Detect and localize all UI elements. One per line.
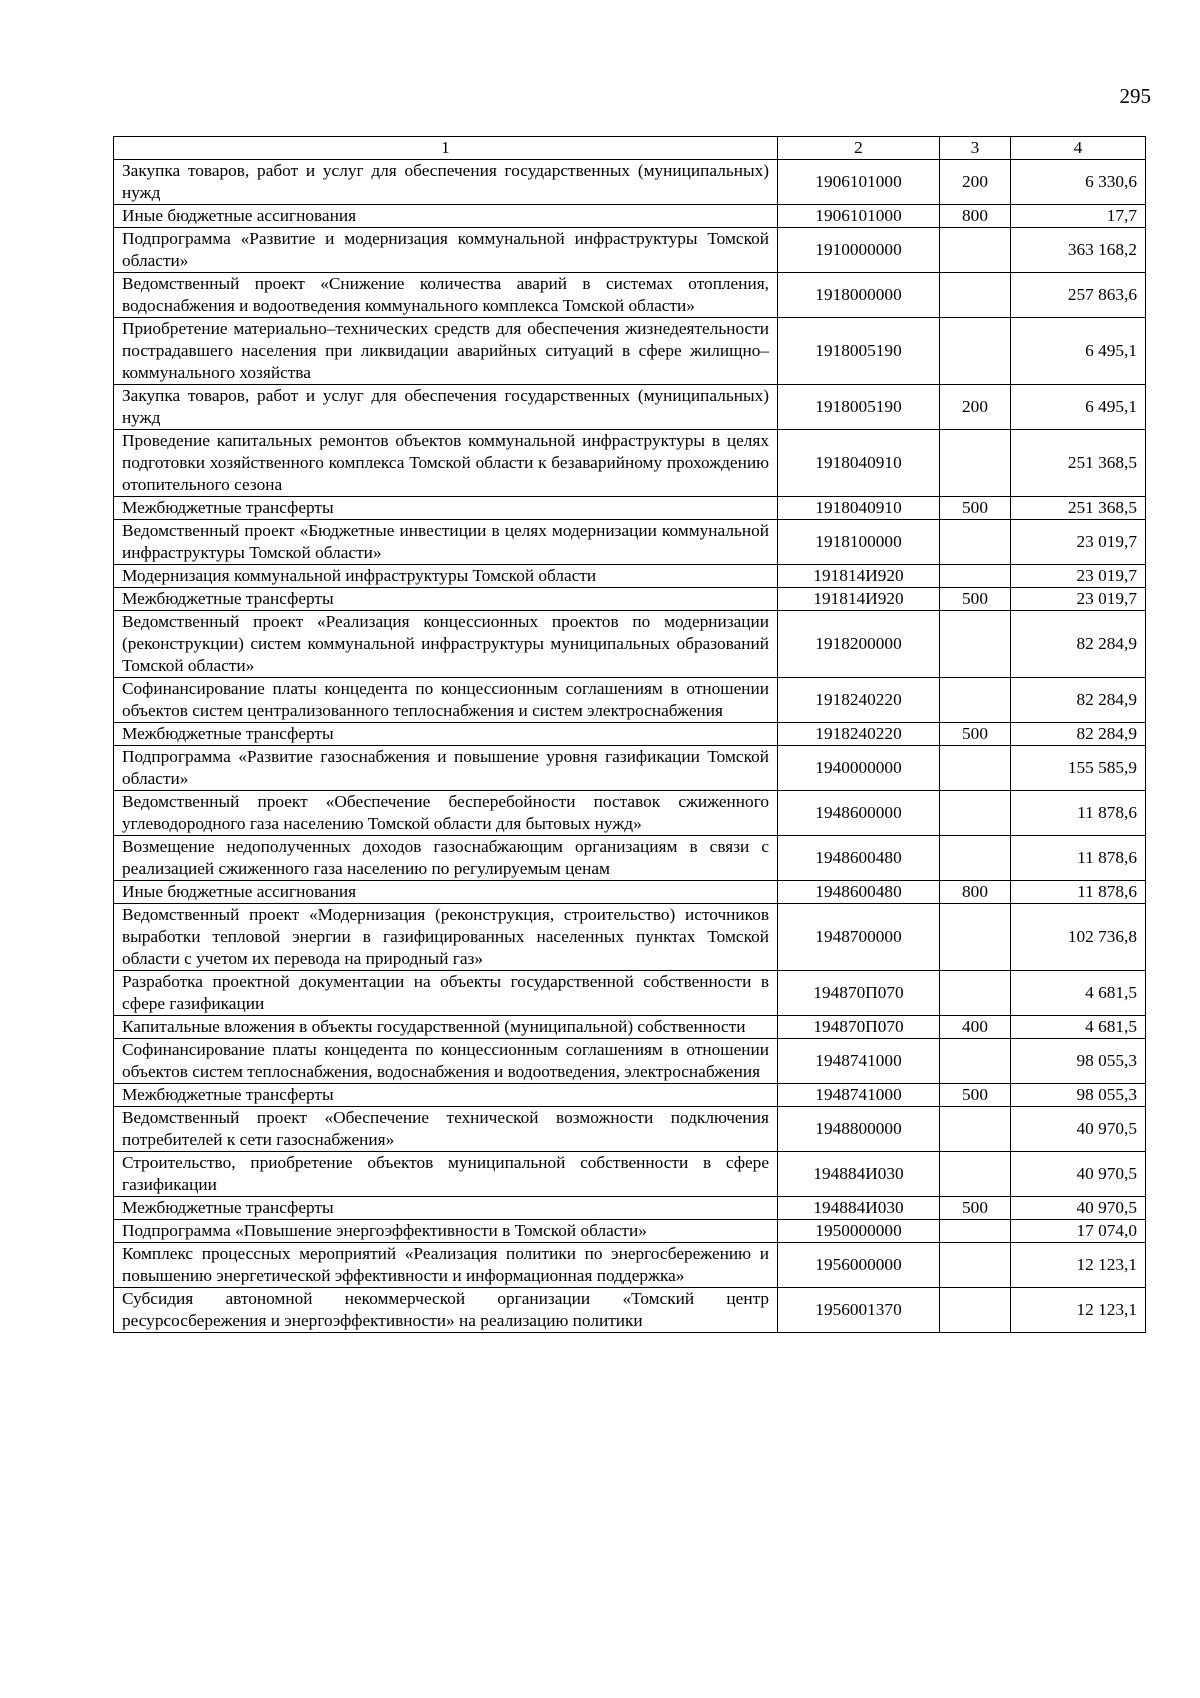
- row-target-code: 1948700000: [778, 904, 940, 971]
- row-description: Межбюджетные трансферты: [114, 497, 778, 520]
- row-target-code: 1940000000: [778, 746, 940, 791]
- row-description: Строительство, приобретение объектов муниципальной собственности в сфере газификации: [114, 1152, 778, 1197]
- row-expense-type: [940, 1220, 1011, 1243]
- row-expense-type: [940, 1152, 1011, 1197]
- row-target-code: 1918040910: [778, 430, 940, 497]
- column-header-1: 1: [114, 137, 778, 160]
- row-amount: 6 330,6: [1011, 160, 1146, 205]
- table-row: [114, 1084, 1146, 1107]
- table-row: [114, 1107, 1146, 1152]
- row-description: Комплекс процессных мероприятий «Реализация политики по энергосбережению и повышению энергетической эффективности и информационная поддержка»: [114, 1243, 778, 1288]
- row-amount: 363 168,2: [1011, 228, 1146, 273]
- row-expense-type: [940, 318, 1011, 385]
- row-amount: 82 284,9: [1011, 678, 1146, 723]
- row-description: Капитальные вложения в объекты государственной (муниципальной) собственности: [114, 1016, 778, 1039]
- budget-table: [113, 136, 1146, 1333]
- table-row: [114, 385, 1146, 430]
- row-expense-type: 800: [940, 205, 1011, 228]
- table-row: [114, 1220, 1146, 1243]
- row-description: Подпрограмма «Развитие и модернизация коммунальной инфраструктуры Томской области»: [114, 228, 778, 273]
- row-target-code: 194884И030: [778, 1152, 940, 1197]
- row-description: Иные бюджетные ассигнования: [114, 205, 778, 228]
- row-target-code: 1948600480: [778, 836, 940, 881]
- row-amount: 257 863,6: [1011, 273, 1146, 318]
- row-target-code: 194870П070: [778, 1016, 940, 1039]
- row-expense-type: [940, 228, 1011, 273]
- row-expense-type: [940, 611, 1011, 678]
- row-target-code: 1918005190: [778, 385, 940, 430]
- row-amount: 6 495,1: [1011, 385, 1146, 430]
- table-row: [114, 1016, 1146, 1039]
- row-amount: 40 970,5: [1011, 1197, 1146, 1220]
- row-target-code: 191814И920: [778, 565, 940, 588]
- row-target-code: 1918200000: [778, 611, 940, 678]
- row-description: Межбюджетные трансферты: [114, 588, 778, 611]
- row-target-code: 191814И920: [778, 588, 940, 611]
- row-description: Межбюджетные трансферты: [114, 1084, 778, 1107]
- row-amount: 98 055,3: [1011, 1039, 1146, 1084]
- table-row: [114, 971, 1146, 1016]
- row-target-code: 1956000000: [778, 1243, 940, 1288]
- table-row: [114, 228, 1146, 273]
- row-amount: 155 585,9: [1011, 746, 1146, 791]
- table-body: [114, 160, 1146, 1333]
- table-row: [114, 904, 1146, 971]
- row-expense-type: 500: [940, 723, 1011, 746]
- row-amount: 23 019,7: [1011, 565, 1146, 588]
- row-target-code: 194884И030: [778, 1197, 940, 1220]
- row-expense-type: [940, 565, 1011, 588]
- row-target-code: 1906101000: [778, 205, 940, 228]
- table-row: [114, 588, 1146, 611]
- table-row: [114, 318, 1146, 385]
- table-row: [114, 497, 1146, 520]
- row-expense-type: [940, 520, 1011, 565]
- row-amount: 11 878,6: [1011, 836, 1146, 881]
- table-row: [114, 1152, 1146, 1197]
- row-description: Ведомственный проект «Модернизация (реконструкция, строительство) источников выработки тепловой энергии в газифицированных населенных пунктах Томской области с учетом их перевода на природный газ»: [114, 904, 778, 971]
- row-amount: 82 284,9: [1011, 611, 1146, 678]
- table-row: [114, 1197, 1146, 1220]
- row-description: Подпрограмма «Развитие газоснабжения и повышение уровня газификации Томской области»: [114, 746, 778, 791]
- row-expense-type: 500: [940, 588, 1011, 611]
- row-target-code: 1918005190: [778, 318, 940, 385]
- row-amount: 11 878,6: [1011, 791, 1146, 836]
- row-amount: 251 368,5: [1011, 430, 1146, 497]
- row-description: Субсидия автономной некоммерческой организации «Томский центр ресурсосбережения и энергоэффективности» на реализацию политики: [114, 1288, 778, 1333]
- row-target-code: 1918240220: [778, 678, 940, 723]
- row-amount: 4 681,5: [1011, 971, 1146, 1016]
- column-header-2: 2: [778, 137, 940, 160]
- row-description: Софинансирование платы концедента по концессионным соглашениям в отношении объектов систем централизованного теплоснабжения и систем электроснабжения: [114, 678, 778, 723]
- row-amount: 12 123,1: [1011, 1243, 1146, 1288]
- table-row: [114, 1243, 1146, 1288]
- row-amount: 98 055,3: [1011, 1084, 1146, 1107]
- row-description: Возмещение недополученных доходов газоснабжающим организациям в связи с реализацией сжиженного газа населению по регулируемым ценам: [114, 836, 778, 881]
- row-expense-type: 500: [940, 1197, 1011, 1220]
- table-row: [114, 1039, 1146, 1084]
- row-expense-type: 500: [940, 1084, 1011, 1107]
- row-amount: 23 019,7: [1011, 588, 1146, 611]
- row-description: Межбюджетные трансферты: [114, 1197, 778, 1220]
- table-row: [114, 520, 1146, 565]
- row-amount: 251 368,5: [1011, 497, 1146, 520]
- row-description: Иные бюджетные ассигнования: [114, 881, 778, 904]
- row-expense-type: [940, 430, 1011, 497]
- table-row: [114, 836, 1146, 881]
- row-description: Приобретение материально–технических средств для обеспечения жизнедеятельности пострадавшего населения при ликвидации аварийных ситуаций в сфере жилищно–коммунального хозяйства: [114, 318, 778, 385]
- table-row: [114, 160, 1146, 205]
- row-target-code: 194870П070: [778, 971, 940, 1016]
- row-expense-type: [940, 746, 1011, 791]
- row-amount: 23 019,7: [1011, 520, 1146, 565]
- row-amount: 40 970,5: [1011, 1152, 1146, 1197]
- row-expense-type: [940, 1243, 1011, 1288]
- table-row: [114, 565, 1146, 588]
- row-description: Софинансирование платы концедента по концессионным соглашениям в отношении объектов систем теплоснабжения, водоснабжения и водоотведения, электроснабжения: [114, 1039, 778, 1084]
- row-amount: 12 123,1: [1011, 1288, 1146, 1333]
- row-description: Закупка товаров, работ и услуг для обеспечения государственных (муниципальных) нужд: [114, 385, 778, 430]
- table-row: [114, 611, 1146, 678]
- row-expense-type: [940, 1039, 1011, 1084]
- row-description: Подпрограмма «Повышение энергоэффективности в Томской области»: [114, 1220, 778, 1243]
- page-number: 295: [1119, 84, 1151, 108]
- row-amount: 40 970,5: [1011, 1107, 1146, 1152]
- row-description: Ведомственный проект «Реализация концессионных проектов по модернизации (реконструкции) систем коммунальной инфраструктуры муниципальных образований Томской области»: [114, 611, 778, 678]
- row-expense-type: 200: [940, 160, 1011, 205]
- row-description: Ведомственный проект «Снижение количества аварий в системах отопления, водоснабжения и водоотведения коммунального комплекса Томской области»: [114, 273, 778, 318]
- row-expense-type: [940, 971, 1011, 1016]
- table-row: [114, 791, 1146, 836]
- table-row: [114, 1288, 1146, 1333]
- row-description: Ведомственный проект «Бюджетные инвестиции в целях модернизации коммунальной инфраструктуры Томской области»: [114, 520, 778, 565]
- row-target-code: 1918040910: [778, 497, 940, 520]
- row-target-code: 1948600480: [778, 881, 940, 904]
- row-target-code: 1948741000: [778, 1039, 940, 1084]
- row-amount: 17 074,0: [1011, 1220, 1146, 1243]
- row-amount: 4 681,5: [1011, 1016, 1146, 1039]
- row-description: Модернизация коммунальной инфраструктуры Томской области: [114, 565, 778, 588]
- row-expense-type: 200: [940, 385, 1011, 430]
- row-target-code: 1918240220: [778, 723, 940, 746]
- row-target-code: 1918000000: [778, 273, 940, 318]
- row-target-code: 1956001370: [778, 1288, 940, 1333]
- row-amount: 102 736,8: [1011, 904, 1146, 971]
- row-amount: 82 284,9: [1011, 723, 1146, 746]
- row-expense-type: [940, 1107, 1011, 1152]
- row-target-code: 1948800000: [778, 1107, 940, 1152]
- table-row: [114, 273, 1146, 318]
- row-target-code: 1918100000: [778, 520, 940, 565]
- row-expense-type: [940, 273, 1011, 318]
- table-row: [114, 723, 1146, 746]
- row-expense-type: [940, 836, 1011, 881]
- row-target-code: 1910000000: [778, 228, 940, 273]
- table-row: [114, 678, 1146, 723]
- row-description: Ведомственный проект «Обеспечение технической возможности подключения потребителей к сети газоснабжения»: [114, 1107, 778, 1152]
- table-row: [114, 205, 1146, 228]
- row-amount: 6 495,1: [1011, 318, 1146, 385]
- row-target-code: 1948741000: [778, 1084, 940, 1107]
- row-expense-type: [940, 678, 1011, 723]
- row-expense-type: [940, 1288, 1011, 1333]
- row-expense-type: [940, 904, 1011, 971]
- row-description: Межбюджетные трансферты: [114, 723, 778, 746]
- row-description: Разработка проектной документации на объекты государственной собственности в сфере газификации: [114, 971, 778, 1016]
- table-row: [114, 881, 1146, 904]
- row-description: Закупка товаров, работ и услуг для обеспечения государственных (муниципальных) нужд: [114, 160, 778, 205]
- row-expense-type: [940, 791, 1011, 836]
- row-description: Проведение капитальных ремонтов объектов коммунальной инфраструктуры в целях подготовки хозяйственного комплекса Томской области к безаварийному прохождению отопительного сезона: [114, 430, 778, 497]
- row-expense-type: 500: [940, 497, 1011, 520]
- table-row: [114, 430, 1146, 497]
- row-amount: 17,7: [1011, 205, 1146, 228]
- column-header-4: 4: [1011, 137, 1146, 160]
- row-target-code: 1948600000: [778, 791, 940, 836]
- row-description: Ведомственный проект «Обеспечение бесперебойности поставок сжиженного углеводородного газа населению Томской области для бытовых нужд»: [114, 791, 778, 836]
- row-amount: 11 878,6: [1011, 881, 1146, 904]
- header-row: [114, 137, 1146, 160]
- row-target-code: 1950000000: [778, 1220, 940, 1243]
- row-target-code: 1906101000: [778, 160, 940, 205]
- row-expense-type: 800: [940, 881, 1011, 904]
- row-expense-type: 400: [940, 1016, 1011, 1039]
- table-row: [114, 746, 1146, 791]
- column-header-3: 3: [940, 137, 1011, 160]
